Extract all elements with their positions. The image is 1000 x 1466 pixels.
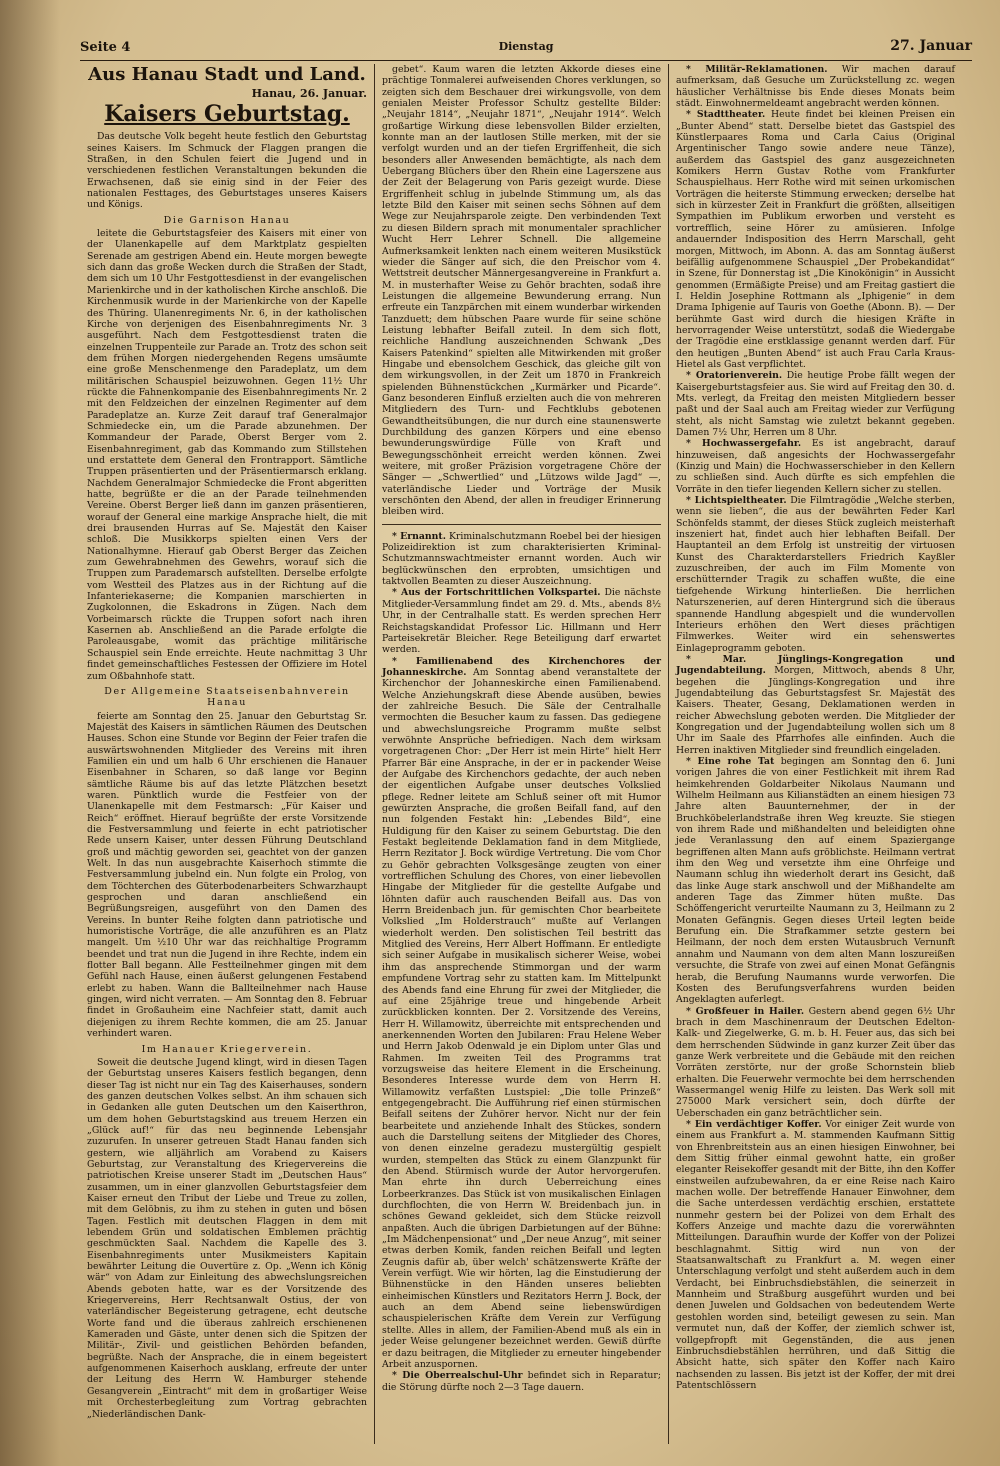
article-heading: * Die Oberrealschul-Uhr xyxy=(392,1370,523,1382)
article-text: Die Filmtragödie „Welche sterben, wenn sie lieben“, die aus der bewährten Feder Karl Schönfelds stammt, der dieses Stück zugleich meisterhaft inszeniert hat, findet auch hier lebhaften Beifall. Der Hauptanteil an dem Erfolg ist unstreitig der virtuosen Kunst des Charakterdarstellers Friedrich Kayßler zuzuschreiben, der auch im Film Momente von erschütternder Tragik zu schaffen wußte, die eine tiefgehende Wirkung hinterließen. Die herrlichen Naturszenerien, auf deren Hintergrund sich die überaus spannende Handlung abgespielt und die wundervollen Interieurs erhöhen den Wert dieses prächtigen Filmwerkes. Weiter wird ein sehenswertes Einlageprogramm geboten. xyxy=(676,495,955,654)
article-heading: * Hochwassergefahr. xyxy=(686,438,802,450)
article-text: Kriminalschutzmann Roebel bei der hiesigen Polizeidirektion ist zum charakterisierten Kriminal-Schutzmannswachtmeister ernannt worden. Auch wir beglückwünschen den erprobten, umsichtigen und taktvollen Beamten zu dieser Auszeichnung. xyxy=(382,530,661,588)
page-fold-shadow xyxy=(0,0,60,1466)
divider xyxy=(382,524,661,525)
article-heading: * Aus der Fortschrittlichen Volkspartei. xyxy=(392,587,601,599)
weekday: Dienstag xyxy=(498,40,554,53)
page-number: Seite 4 xyxy=(80,40,131,55)
article-text: Es ist angebracht, darauf hinzuweisen, daß angesichts der Hochwassergefahr (Kinzig und Main) die Hochwasserschieber in den Kellern zu schließen sind. Auch dürfte es sich empfehlen die Vorräte in den tiefer liegenden Kellern sicher zu stellen. xyxy=(676,438,955,495)
article-text: begingen am Sonntag den 6. Juni vorigen Jahres die von einer Festlichkeit mit ihrem Rad heimkehrenden Goldarbeiter Nikolaus Naumann und Wilhelm Heilmann aus Kilianstädten an einem hiesigen 73 Jahre alten Bauunternehmer, der in der Bruchköbelerlandstraße ihren Weg kreuzte. Sie stiegen von ihrem Rade und mißhandelten und beleidigten ohne jede Veranlassung den auf einem Spaziergange begriffenen alten Mann aufs gröblichste. Heilmann vertrat ihm den Weg und versetzte ihm eine Ohrfeige und Naumann schlug ihn wiederholt derart ins Gesicht, daß das linke Auge stark anschwoll und der Mißhandelte am anderen Tage das Zimmer hüten mußte. Das Schöffengericht verurteilte Naumann zu 3, Heilmann zu 2 Monaten Gefängnis. Gegen dieses Urteil legten beide Berufung ein. Die Strafkammer setzte gestern bei Heilmann, der noch dem ersten Wutausbruch Vernunft annahm und Naumann von dem alten Mann loszureißen versuchte, die Strafe von zwei auf einen Monat Gefängnis herab, die Berufung Naumanns wurde verworfen. Die Kosten des Berufungsverfahrens wurden beiden Angeklagten auferlegt. xyxy=(676,755,955,1006)
article-heading: * Großfeuer in Hailer. xyxy=(686,1005,805,1017)
article-columns xyxy=(80,64,962,1444)
column-1 xyxy=(80,64,374,1444)
article-heading: * Lichtspieltheater. xyxy=(686,495,787,507)
article-text: Heute findet bei kleinen Preisen ein „Bunter Abend“ statt. Derselbe bietet das Gastspiel des Künstlerpaares Roma und Carla Caius (Original Argentinischer Tango sowie andere neue Tänze), außerdem das Gastspiel des ganz ausgezeichneten Komikers Herrn Gustav Rothe vom Frankfurter Schauspielhaus. Herr Rothe wird mit seinen urkomischen Vorträgen die heiterste Stimmung erwecken; derselbe hat sich in kürzester Zeit in Frankfurt die größten, allseitigen Sympathien im Publikum erworben und versteht es vortrefflich, seine Hörer zu amüsieren. Infolge andauernder Indisposition des Herrn Marschall, geht morgen, Mittwoch, im Abonn. A. das am Sonntag äußerst beifällig aufgenommene Schauspiel „Der Probekandidat“ in Szene, für Donnerstag ist „Die Kinokönigin“ in Aussicht genommen (Ermäßigte Preise) und am Freitag gastiert die I. Heldin Josephine Rottmann als „Iphigenie“ in dem Drama Iphigenie auf Tauris von Goethe (Abonn. B). — Der berühmte Gast wird durch die hiesigen Kräfte in hervorragender Weise unterstützt, sodaß die Wiedergabe der Tragödie eine erstklassige genannt werden darf. Für den heutigen „Bunten Abend“ ist auch Frau Carla Kraus-Hietel als Gast verpflichtet. xyxy=(676,109,955,370)
subheading: Im Hanauer Kriegerverein. xyxy=(141,1043,313,1055)
article-heading: * Ein verdächtiger Koffer. xyxy=(686,1118,822,1130)
article-text: Die heutige Probe fällt wegen der Kaisergeburtstagsfeier aus. Sie wird auf Freitag den 30. d. Mts. verlegt, da Freitag den meisten Mitgliedern besser paßt und der Saal auch am Freitag wieder zur Verfügung steht, als nicht Samstag wie zuletzt bekannt gegeben. Damen 7½ Uhr, Herren um 8 Uhr. xyxy=(676,370,955,438)
article-heading: * Ernannt. xyxy=(392,530,446,542)
subheading: Die Garnison Hanau xyxy=(163,214,291,226)
article-heading: * Stadttheater. xyxy=(686,109,766,121)
article-heading: * Eine rohe Tat xyxy=(686,755,775,767)
article-paragraph: Das deutsche Volk begeht heute festlich den Geburtstag seines Kaisers. Im Schmuck der Flaggen prangen die Straßen, in den Schulen feiert die Jugend und in verschiedenen festlichen Veranstaltungen bekunden die Erwachsenen, daß sie einig sind in der Feier des nationalen Festtages, des Geburtstages unseres Kaisers und Königs. xyxy=(87,131,367,211)
dateline: Hanau, 26. Januar. xyxy=(251,87,367,100)
article-text: Gestern abend gegen 6½ Uhr brach in dem Maschinenraum der Deutschen Edelton-Kalk- und Ziegelwerke, G. m. b. H. Feuer aus, das sich bei dem herrschenden Südwinde in ganz kurzer Zeit über das ganze Werk verbreitete und die Gebäude mit den reichen Vorräten zerstörte, nur der große Schornstein blieb erhalten. Die Feuerwehr vermochte bei dem herrschenden Wassermangel wenig Hilfe zu leisten. Das Werk soll mit 275000 Mark versichert sein, doch dürfte der Ueberschaden ein ganz beträchtlicher sein. xyxy=(676,1005,955,1119)
article-heading: * Familienabend des Kirchenchores der Johanneskirche. xyxy=(382,655,661,678)
article-paragraph: gebet“. Kaum waren die letzten Akkorde dieses eine prächtige Tonmalerei aufweisenden Chores verklungen, so zeigten sich dem Beschauer drei wirkungsvolle, von dem genialen Meister Professor Schultz gestellte Bilder: „Neujahr 1814“, „Neujahr 1871“, „Neujahr 1914“. Welch großartige Wirkung diese lebensvollen Bilder erzielten, konnte man an der lautlosen Stille merken, mit der sie verfolgt wurden und an der tiefen Ergriffenheit, die sich besonders aller Anwesenden bemächtigte, als nach dem Uebergang Blüchers über den Rhein eine Lagerszene aus der Zeit der Belagerung von Paris gezeigt wurde. Diese Ergriffenheit schlug in jubelnde Stimmung um, als das letzte Bild den Kaiser mit seinen sechs Söhnen auf dem Wege zur Neujahrsparole zeigte. Den verbindenden Text zu diesen Bildern sprach mit monumentaler sprachlicher Wucht Herr Lehrer Schnell. Die allgemeine Aufmerksamkeit lenkten nach einem weiteren Musikstück wieder die Sänger auf sich, die den Preischor vom 4. Wettstreit deutscher Männergesangvereine in Frankfurt a. M. in musterhafter Weise zu Gehör brachten, sodaß ihre Leistungen die allgemeine Bewunderung errang. Nun erfreute ein Tanzpärchen mit einem wunderbar wirkenden Tanzduett; dem hübschen Paare wurde für seine schöne Leistung lebhafter Beifall zuteil. In dem sich flott, reichliche Handlung auszeichnenden Schwank „Des Kaisers Patenkind“ spielten alle Mitwirkenden mit großer Hingabe und ebensolchem Geschick, das gleiche gilt von dem wirkungsvollen, in der Zeit um 1870 in Frankreich spielenden Bühnenstückchen „Kurmärker und Picarde“. Ganz besonderen Einfluß erzielten auch die von mehreren Mitgliedern des Turn- und Fechtklubs gebotenen Gewandtheitsübungen, die nur durch eine staunenswerte Durchbildung des ganzen Körpers und eine ebenso bewunderungswürdige Fülle von Kraft und Bewegungsschönheit erreicht werden können. Zwei weitere, mit großer Präzision vorgetragene Chöre der Sänger — „Schwertlied“ und „Lützows wilde Jagd“ —, vaterländische Lieder und Vorträge der Musik verschönten den Abend, der allen in freudiger Erinnerung bleiben wird. xyxy=(382,64,661,518)
article-heading: * Mar. Jünglings-Kongregation und Jugendabteilung. xyxy=(676,653,955,677)
page-header xyxy=(80,38,972,61)
section-title: Aus Hanau Stadt und Land. xyxy=(88,64,366,85)
article-paragraph: Soweit die deutsche Jugend klingt, wird in diesen Tagen der Geburtstag unseres Kaisers festlich begangen, denn dieser Tag ist nicht nur ein Tag des Kaiserhauses, sondern des ganzen deutschen Volkes selbst. An ihm schauen sich in Gedanken alle guten Deutschen um den Kaiserthron, um dem hohen Geburtstagskind aus treuem Herzen ein „Glück auf!“ für das neu beginnende Lebensjahr zuzurufen. In unserer getreuen Stadt Hanau fanden sich gestern, wie alljährlich am Vorabend zu Kaisers Geburtstag, zur Veranstaltung des Kriegervereins die patriotischen Kreise unserer Stadt im „Deutschen Haus“ zusammen, um in einer glanzvollen Geburtstagsfeier dem Kaiser erneut den Tribut der Liebe und Treue zu zollen, mit dem Gelöbnis, zu ihm zu stehen in guten und bösen Tagen. Festlich mit deutschen Flaggen in dem mit lebendem Grün und soldatischen Emblemen prächtig geschmückten Saal. Nachdem die Kapelle des 3. Eisenbahnregiments unter Musikmeisters Kapitain bewährter Leitung die Ouvertüre z. Op. „Wenn ich König wär“ von Adam zur Einleitung des abwechslungsreichen Abends geboten hatte, war es der Vorsitzende des Kriegervereins, Herr Rechtsanwalt Ostius, der von vaterländischer Begeisterung getragene, echt deutsche Worte fand und die überaus zahlreich erschienenen Kameraden und Gäste, unter denen sich die Spitzen der Militär-, Zivil- und geistlichen Behörden befanden, begrüßte. Nach der Ansprache, die in einem begeistert aufgenommenen Kaiserhoch ausklang, erfreute der unter der Leitung des Herrn W. Hamburger stehende Gesangverein „Eintracht“ mit dem in großartiger Weise mit Orchesterbegleitung zum Vortrag gebrachten „Niederländischen Dank- xyxy=(87,1056,367,1420)
article-paragraph: leitete die Geburtstagsfeier des Kaisers mit einer von der Ulanenkapelle auf dem Marktplatz gespielten Serenade am gestrigen Abend ein. Heute morgen bewegte sich dann das große Wecken durch die Straßen der Stadt, dem sich um 10 Uhr Festgottesdienst in der evangelischen Marienkirche und in der katholischen Kirche anschloß. Die Kirchenmusik wurde in der Marienkirche von der Kapelle des Thüring. Ulanenregiments Nr. 6, in der katholischen Kirche von derjenigen des Eisenbahnregiments Nr. 3 ausgeführt. Nach dem Festgottesdienst traten die einzelnen Truppenteile zur Parade an. Trotz des schon seit dem frühen Morgen niedergehenden Regens umsäumte eine große Menschenmenge den Paradeplatz, um dem militärischen Schauspiel beizuwohnen. Gegen 11½ Uhr rückte die Fahnenkompanie des Eisenbahnregiments Nr. 2 mit den Feldzeichen der einzelnen Regimenter auf dem Paradeplatze an. Kurze Zeit darauf traf Generalmajor Schmiedecke ein, um die Parade abzunehmen. Der Kommandeur der Parade, Oberst Berger vom 2. Eisenbahnregiment, gab das Kommando zum Stillstehen und erstattete dem General den Frontrapport. Sämtliche Truppen präsentierten und der Präsentiermarsch erklang. Nachdem Generalmajor Schmiedecke die Front abgeritten hatte, begrüßte er die an der Parade teilnehmenden Vereine. Oberst Berger ließ dann im ganzen präsentieren, worauf der General eine markige Ansprache hielt, die mit drei brausenden Hurras auf Se. Majestät den Kaiser schloß. Die Musikkorps spielten einen Vers der Nationalhymne. Hierauf gab Oberst Berger das Zeichen zum Gewehrabnehmen des Gewehrs, worauf sich die Truppen zum Parademarsch aufstellten. Derselbe erfolgte vom Westteil des Platzes aus in der Richtung auf die Infanteriekaserne; die Kompanien marschierten in Zugkolonnen, die Eskadrons in Zügen. Nach dem Vorbeimarsch rückte die Truppen sofort nach ihren Kasernen ab. Anschließend an die Parade erfolgte die Paroleausgabe, womit das prächtige militärische Schauspiel sein Ende erreichte. Heute nachmittag 3 Uhr findet gemeinschaftliches Festessen der Offiziere im Hotel zum Oßbahnhofe statt. xyxy=(87,228,367,682)
article-text: befindet sich in Reparatur; die Störung dürfte noch 2—3 Tage dauern. xyxy=(382,1370,661,1393)
article-text: Die nächste Mitglieder-Versammlung findet am 29. d. Mts., abends 8½ Uhr, in der Centralhalle statt. Es werden sprechen Herr Reichstagskandidat Professor Lic. Hillmann und Herr Parteisekretär Bleicher. Rege Beteiligung darf erwartet werden. xyxy=(382,587,661,656)
article-heading: * Militär-Reklamationen. xyxy=(686,64,828,75)
article-text: Wir machen darauf aufmerksam, daß Gesuche um Zurückstellung zc. wegen häuslicher Verhältnisse bis Ende dieses Monats beim städt. Einwohnermeldeamt angebracht werden können. xyxy=(676,64,955,110)
column-2 xyxy=(374,64,668,1444)
issue-date: 27. Januar xyxy=(890,38,972,54)
main-headline: Kaisers Geburtstag. xyxy=(104,101,350,128)
column-3 xyxy=(668,64,962,1444)
article-paragraph: feierte am Sonntag den 25. Januar den Geburtstag Sr. Majestät des Kaisers in sämtlichen Räumen des Deutschen Hauses. Schon eine Stunde vor Beginn der Feier trafen die auswärtswohnenden Mitglieder des Vereins mit ihren Familien ein und um halb 6 Uhr erschienen die Hanauer Eisenbahner in Scharen, so daß lange vor Beginn sämtliche Räume bis auf das letzte Plätzchen besetzt waren. Pünktlich wurde die Festfeier von der Ulanenkapelle mit dem Festmarsch: „Für Kaiser und Reich“ eröffnet. Hierauf begrüßte der erste Vorsitzende die Festversammlung und feierte in echt patriotischer Rede unsern Kaiser, unter dessen Führung Deutschland groß und mächtig geworden sei, geachtet von der ganzen Welt. In das nun ausgebrachte Kaiserhoch stimmte die Festversammlung jubelnd ein. Nun folgte ein Prolog, von dem Töchterchen des Güterbodenarbeiters Schwarzhaupt gesprochen und daran anschließend ein Begrüßungsreigen, ausgeführt von den Damen des Vereins. In bunter Reihe folgten dann patriotische und humoristische Vorträge, die alle anzuführen es an Platz mangelt. Um ½10 Uhr war das reichhaltige Programm beendet und trat nun die Jugend in ihre Rechte, indem ein flotter Ball begann. Alle Festteilnehmer gingen mit dem Gefühl nach Hause, einen äußerst gelungenen Festabend erlebt zu haben. Wann die Ballteilnehmer nach Hause gingen, wird nicht verraten. — Am Sonntag den 8. Februar findet in Großauheim eine Nachfeier statt, damit auch diejenigen zu ihrem Rechte kommen, die am 25. Januar verhindert waren. xyxy=(87,710,367,1040)
article-text: Am Sonntag abend veranstaltete der Kirchenchor der Johanneskirche einen Familienabend. Welche Anziehungskraft diese Abende ausüben, bewies der zahlreiche Besuch. Die Säle der Centralhalle vermochten die Besucher kaum zu fassen. Das gediegene und abwechslungsreiche Programm mußte selbst verwöhnte Ansprüche befriedigen. Nach dem wirksam vorgetragenen Chor: „Der Herr ist mein Hirte“ hielt Herr Pfarrer Bär eine Ansprache, in der er in packender Weise der Aufgabe des Kirchenchors gedachte, der auch neben der eigentlichen Aufgabe unser deutsches Volkslied pflege. Redner leitete am Schluß seiner oft mit Humor gewürzten Ansprache, die großen Beifall fand, auf den nun folgenden Festakt hin: „Lebendes Bild“, eine Huldigung für den Kaiser zu seinem Geburtstag. Die den Festakt begleitende Deklamation fand in dem Mitgliede, Herrn Rezitator J. Bock würdige Vertretung. Die vom Chor zu Gehör gebrachten Volksgesänge zeugten von einer vortrefflichen Schulung des Chores, von einer liebevollen Hingabe der Mitglieder für die gestellte Aufgabe und löhnten dafür auch rauschenden Beifall aus. Das von Herrn Breidenbach jun. für gemischten Chor bearbeitete Volkslied „Im Holderstrauch“ mußte auf Verlangen wiederholt werden. Den solistischen Teil bestritt das Mitglied des Vereins, Herr Albert Hoffmann. Er entledigte sich seiner Aufgabe in musikalisch sicherer Weise, wobei ihm das ansprechende Stimmorgan und der warm empfundene Vortrag sehr zu statten kam. Im Mittelpunkt des Abends fand eine Ehrung für zwei der Mitglieder, die auf eine 25jährige treue und hingebende Arbeit zurückblicken konnten. Der 2. Vorsitzende des Vereins, Herr H. Willamowitz, überreichte mit entsprechenden und anerkennenden Worten den Jubilaren: Frau Helene Weber und Herrn Jakob Odenwald je ein Diplom unter Glas und Rahmen. Im zweiten Teil des Programms trat vorzugsweise das heitere Element in die Erscheinung. Besonderes Interesse wurde dem von Herrn H. Willamowitz verfaßten Lustspiel: „Die tolle Prinzeß“ entgegengebracht. Die Aufführung rief einen stürmischen Beifall seitens der Zuhörer hervor. Nicht nur der fein bearbeitete und anziehende Inhalt des Stückes, sondern auch die Darstellung seitens der Mitglieder des Chores, von denen einzelne geradezu mustergültig gespielt wurden, stempelten das Stück zu einem Glanzpunkt für den Abend. Stürmisch wurde der Autor hervorgerufen. Man ehrte ihn durch Ueberreichung eines Lorbeerkranzes. Das Stück ist von musikalischen Einlagen durchflochten, die von Herrn W. Breidenbach jun. in schönes Gewand gekleidet, sich dem Stücke reizvoll anpaßten. Auch die übrigen Darbietungen auf der Bühne: „Im Mädchenpensionat“ und „Der neue Anzug“, mit seiner etwas derben Komik, fanden reichen Beifall und legten Zeugnis dafür ab, über welch' schätzenswerte Kräfte der Verein verfügt. Wie wir hörten, lag die Einstudierung der Bühnenstücke in den Händen unseres beliebten einheimischen Künstlers und Rezitators Herrn J. Bock, der auch an dem Abend seine liebenswürdigen schauspielerischen Kräfte dem Verein zur Verfügung stellte. Alles in allem, der Familien-Abend muß als ein in jeder Weise gelungener bezeichnet werden. Gewiß dürfte er dazu beitragen, die Mitglieder zu erneuter hingebender Arbeit anzuspornen. xyxy=(382,666,661,1370)
article-heading: * Oratorienverein. xyxy=(686,370,783,382)
subheading: Der Allgemeine Staatseisenbahnverein Hanau xyxy=(104,685,350,709)
article-text: Morgen, Mittwoch, abends 8 Uhr, begehen die Jünglings-Kongregation und ihre Jugendabteilung das Geburtstagsfest Sr. Majestät des Kaisers. Theater, Gesang, Deklamationen werden in reicher Abwechslung geboten werden. Die Mitglieder der Kongregation und der Jugendabteilung wollen sich um 8 Uhr im Saale des Pfarrhofes alle einfinden. Auch die Herren inaktiven Mitglieder sind freundlich eingeladen. xyxy=(676,665,955,756)
article-text: Vor einiger Zeit wurde von einem aus Frankfurt a. M. stammenden Kaufmann Sittig von Ehrenbreitstein aus an einen hiesigen Einwohner, bei dem Sittig früher einmal gewohnt hatte, ein großer eleganter Reisekoffer gesandt mit der Bitte, ihn den Koffer einstweilen aufzubewahren, da er eine Reise nach Kairo machen wolle. Der betreffende Hanauer Einwohner, dem die Sache unterdessen verdächtig erschien, erstattete nunmehr gestern bei der Polizei von dem Erhalt des Koffers Anzeige und machte dazu die vorerwähnten Mitteilungen. Daraufhin wurde der Koffer von der Polizei beschlagnahmt. Sittig wird nun von der Staatsanwaltschaft zu Frankfurt a. M. wegen einer Unterschlagung verfolgt und steht außerdem auch in dem Verdacht, bei Einbruchsdiebstählen, die seinerzeit in Mannheim und Straßburg ausgeführt wurden und bei denen Juwelen und Goldsachen von bedeutendem Werte gestohlen worden sind, beteiligt gewesen zu sein. Man vermutet nun, daß der Koffer, der ziemlich schwer ist, vollgepfropft mit Gegenständen, die aus jenen Einbruchsdiebstählen herrühren, und daß Sittig die Absicht hatte, sich später den Koffer nach Kairo nachsenden zu lassen. Bis jetzt ist der Koffer, der mit drei Patentschlössern xyxy=(676,1118,955,1391)
